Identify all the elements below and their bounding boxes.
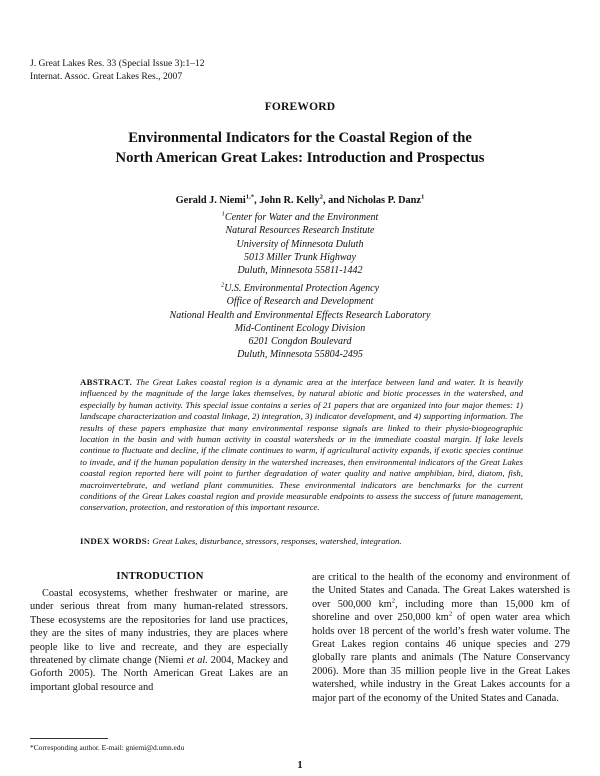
abstract: [80, 377, 523, 514]
author-name: John R. Kelly: [259, 195, 320, 206]
author-superscript: 1,*: [245, 193, 255, 201]
author-superscript: 1: [420, 193, 425, 201]
affiliation-2: [120, 282, 480, 362]
introduction-right-column: are critical to the health of the economy and environment of the United States and Canada. The Great Lakes watershed is over 500,000 $km^2$, including more than 15,000 km of shoreline and over 250,000 $km^2$ of open water area which holds over 18 percent of the world’s fresh water volume. The Great Lakes region contains 46 unique species and 279 globally rare plants and animals (The Nature Conservancy 2006). More than 35 million people live in the Great Lakes watershed, while industry in the Great Lakes accounts for a major part of the economy of the United States and Canada.: [312, 572, 571, 704]
footnote-rule: [30, 738, 108, 739]
article-title: [60, 129, 540, 168]
affiliation-line: University of Minnesota Duluth: [236, 238, 364, 250]
affiliation-line: $^2$U.S. Environmental Protection Agency: [220, 281, 380, 294]
journal-citation-line-2: Internat. Assoc. Great Lakes Res., 2007: [30, 71, 183, 82]
introduction-left-column: Coastal ecosystems, whether freshwater or marine, are under serious threat from many human-related stressors. These ecosystems are the repositories for land use practices, they are the sites of many industries, they are places where people like to live and recreate, and they are especially threatened by climate change (Niemi et al. 2004, Mackey and Goforth 2005). The North American Great Lakes are an important global resource and: [30, 588, 289, 693]
affiliation-line: $^1$Center for Water and the Environment: [221, 210, 379, 223]
affiliation-line: 5013 Miller Trunk Highway: [244, 251, 356, 263]
author-name: Gerald J. Niemi: [175, 195, 246, 206]
affiliation-line: 6201 Congdon Boulevard: [248, 336, 352, 348]
superscript: 2: [391, 597, 396, 605]
affiliation-1: [120, 211, 480, 277]
affiliation-line: Office of Research and Development: [226, 296, 374, 308]
affiliation-line: Duluth, Minnesota 55804-2495: [237, 349, 363, 361]
et-al: et al.: [186, 655, 208, 667]
index-words: [80, 536, 523, 546]
section-label: FOREWORD: [264, 101, 336, 113]
page-number: 1: [297, 760, 303, 771]
affiliation-superscript: 2: [220, 281, 225, 289]
affiliation-line: National Health and Environmental Effects Research Laboratory: [169, 309, 431, 321]
article-title-line-1: Environmental Indicators for the Coastal Region of the: [128, 130, 472, 146]
author-superscript: 2: [319, 193, 323, 201]
affiliation-line: Natural Resources Research Institute: [225, 225, 375, 237]
article-title-line-2: North American Great Lakes: Introduction and Prospectus: [115, 149, 485, 166]
index-words-text: Great Lakes, disturbance, stressors, responses, watershed, integration.: [152, 536, 402, 546]
abstract-label: ABSTRACT.: [80, 377, 133, 387]
affiliation-line: Duluth, Minnesota 55811-1442: [237, 265, 363, 277]
author-list: [60, 195, 540, 206]
author-name: Nicholas P. Danz: [347, 195, 421, 206]
superscript: 2: [448, 610, 453, 618]
footnote: *Corresponding author. E-mail: gniemi@d.umn.edu: [30, 743, 185, 752]
abstract-text: The Great Lakes coastal region is a dynamic area at the interface between land and water. It is heavily influenced by the magnitude of the large lakes themselves, by natural abiotic and biotic processes in the watershed, and especially by human activity. This special issue contains a series of 21 papers that are organized into four major themes: 1) landscape characterization and coastal linkage, 2) integration, 3) indicator development, and 4) supporting information. The results of these papers emphasize that many environmental response signals are linked to their physio-biogeographic location in the basin and with human activity in coastal watersheds or in the immediate coastal margin. If lake levels continue to fluctuate and decline, if the climate continues to warm, if agricultural activity expands, if exotic species continue to invade, and if the human population density in the watershed increases, then environmental indicators of the Great Lakes coastal region reported here will point to further degradation of water quality and native amphibian, bird, diatom, fish, macroinvertebrate, and wetland plant communities. These environmental indicators are benchmarks for the current conditions of the Great Lakes coastal region and provide measurable endpoints to assess the success of future management, conservation, protection, and restoration of this important resource.: [80, 377, 523, 513]
author-separator: , and: [322, 195, 348, 206]
journal-citation-line-1: J. Great Lakes Res. 33 (Special Issue 3):1–12: [30, 58, 205, 69]
index-words-label: INDEX WORDS:: [80, 536, 151, 546]
affiliation-superscript: 1: [221, 210, 225, 218]
affiliation-line: Mid-Continent Ecology Division: [234, 322, 366, 334]
introduction-heading: INTRODUCTION: [116, 571, 204, 582]
author-separator: ,: [254, 195, 260, 206]
journal-citation: [30, 57, 205, 83]
